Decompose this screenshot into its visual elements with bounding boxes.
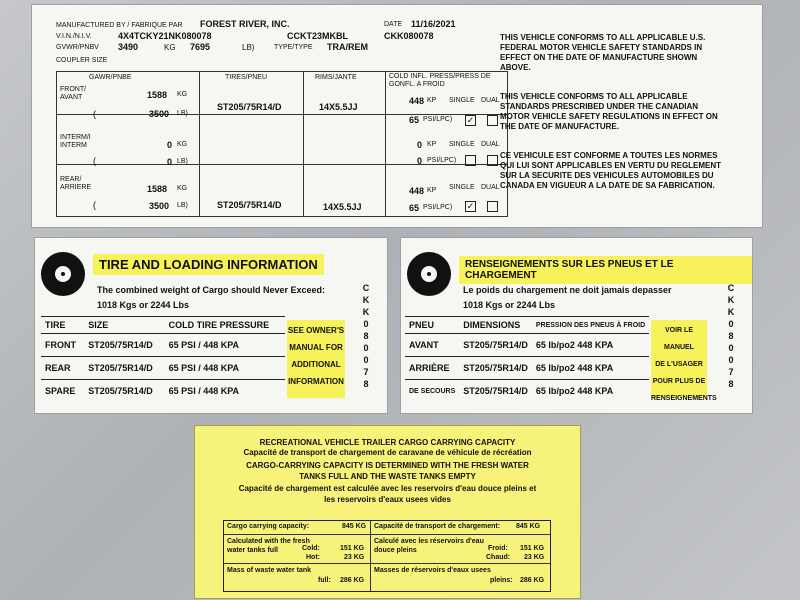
front-gawr-kg: 1588 [147,90,168,100]
pressure-header: COLD INFL. PRESS/PRESS DE GONFL. A FROID [389,73,491,88]
hot-label: Hot: [306,554,320,561]
cargo-limit-note-fr: Le poids du chargement ne doit jamais depasser [463,285,672,295]
axle-interm-label: INTERM/I INTERM [60,134,91,149]
vehicle-type: TRA/REM [327,42,368,52]
table-row: REAR ST205/75R14/D 65 PSI / 448 KPA [41,357,285,380]
cargo-limit-weight: 1018 Kgs or 2244 Lbs [97,300,190,310]
model-code: CCKT23MKBL [287,31,349,41]
interm-kpa: 0 [417,140,423,150]
psi-unit: PSI/LPC) [423,116,453,123]
vertical-serial-code: C K K 0 8 0 0 7 8 [727,283,735,389]
front-gawr-lb: 3500 [149,109,170,119]
pleins-value: 286 KG [520,577,545,584]
type-label: TYPE/TYPE [274,44,313,51]
chaud-label: Chaud: [486,554,511,561]
gawr-header: GAWR/PNBE [89,74,132,81]
cargo-capacity-label-fr: Capacité de transport de chargement: [374,523,501,530]
cargo-title-fr: Capacité de transport de chargement de caravane de véhicule de récréation [243,448,532,457]
front-kpa: 448 [409,96,425,106]
col-pression: PRESSION DES PNEUS À FROID [532,317,649,334]
manufacture-date: 11/16/2021 [411,19,456,29]
interm-gawr-lb: 0 [167,157,173,167]
front-dual-checkbox [484,112,498,130]
table-row: AVANT ST205/75R14/D 65 lb/po2 448 KPA [405,334,649,357]
froid-value: 151 KG [520,545,545,552]
fresh-water-note-en: Calculated with the fresh water tanks full [227,538,310,554]
rear-single-checkbox: ✓ [466,201,475,212]
gvwr-kg: 3490 [118,42,139,52]
interm-dual-checkbox [484,152,498,170]
rear-tire-size: ST205/75R14/D [217,200,282,210]
hot-value: 23 KG [344,554,365,561]
vertical-serial-code: C K K 0 8 0 0 7 8 [362,283,370,389]
rear-gawr-lb: 3500 [149,201,170,211]
table-row: DE SECOURS ST205/75R14/D 65 lb/po2 448 KPA [405,380,649,403]
tire-loading-label-french [401,238,752,413]
fresh-water-note-fr: Calculé avec les réservoirs d'eau douce pleins [374,538,484,554]
owners-manual-note-fr: VOIR LE MANUEL DE L'USAGER POUR PLUS DE RENSEIGNEMENTS [651,320,707,398]
single-label: SINGLE [449,184,475,191]
cargo-capacity-value-fr: 845 KG [516,523,541,530]
federal-certification-label [32,5,762,227]
table-row: SPARE ST205/75R14/D 65 PSI / 448 KPA [41,380,285,403]
cargo-capacity-label-en: Cargo carrying capacity: [227,523,310,530]
rear-kpa: 448 [409,186,425,196]
gvwr-label: GVWR/PNBV [56,44,99,51]
cargo-capacity-value-en: 845 KG [342,523,367,530]
rear-gawr-kg: 1588 [147,184,168,194]
pleins-label: pleins: [490,577,513,584]
axle-front-label: FRONT/ AVANT [60,86,87,101]
col-pneu: PNEU [405,317,459,334]
col-dimensions: DIMENSIONS [459,317,532,334]
tire-loading-label-english [35,238,387,413]
table-row: FRONT ST205/75R14/D 65 PSI / 448 KPA [41,334,285,357]
cold-label: Cold: [302,545,320,552]
kg-unit: KG [177,91,188,98]
col-pressure: COLD TIRE PRESSURE [165,317,285,334]
interm-psi: 0 [417,156,423,166]
waste-water-note-en: Mass of waste water tank [227,567,312,574]
owners-manual-note: SEE OWNER'S MANUAL FOR ADDITIONAL INFORMATION [287,320,345,398]
date-label: DATE [384,21,403,28]
gvwr-kg-unit: KG [164,43,176,52]
lb-unit: LB) [177,110,188,117]
dual-label: DUAL [481,141,500,148]
single-label: SINGLE [449,141,475,148]
kp-unit: KP [427,97,437,104]
manufactured-by-label: MANUFACTURED BY / FABRIQUE PAR [56,22,183,29]
front-single-checkbox: ✓ [466,115,475,126]
front-tire-size: ST205/75R14/D [217,102,282,112]
lb-unit: LB) [177,202,188,209]
rear-rim-size: 14X5.5JJ [323,202,362,212]
single-label: SINGLE [449,97,475,104]
vin: 4X4TCKY21NK080078 [118,31,212,41]
front-rim-size: 14X5.5JJ [319,102,358,112]
front-psi: 65 [409,115,420,125]
serial-number: CKK080078 [384,31,434,41]
gvwr-lb: 7695 [190,42,211,52]
froid-label: Froid: [488,545,508,552]
lb-unit: LB) [177,158,188,165]
tire-loading-title-fr: RENSEIGNEMENTS SUR LES PNEUS ET LE CHARGEMENT [459,256,752,284]
kp-unit: KP [427,141,437,148]
vin-label: V.I.N./N.I.V. [56,33,92,40]
table-row: ARRIÈRE ST205/75R14/D 65 lb/po2 448 KPA [405,357,649,380]
canada-french-statement: CE VEHICULE EST CONFORME A TOUTES LES NORMES QUI LUI SONT APPLICABLES EN VERTU DU REGLEMENT SUR LA SECURITE DES VEHICULES AUTOMOBILES DU CANADA EN VIGUEUR A LA DATE DE SA FABRICATION. [500,151,722,190]
waste-water-note-fr: Masses de réservoirs d'eaux usees [374,567,491,574]
cargo-title-en: RECREATIONAL VEHICLE TRAILER CARGO CARRYING CAPACITY [259,438,516,447]
cargo-capacity-table [223,520,551,592]
tire-pressure-table [41,316,285,402]
axle-ratings-table: GAWR/PNBE TIRES/PNEU RIMS/JANTE COLD INFL. PRESS/PRESS DE GONFL. A FROID FRONT/ AVANT 1588 KG ( 3500 LB) ST205/75R14/D 14X5.5JJ 448 KP SINGLE DUAL 65 PSI/LPC) ✓ INTERM/I INTERM 0 KG ( 0 LB) 0 KP SINGLE DUAL 0 PSI/LPC) REAR/ ARRIERE 1588 KG ( 3500 LB) ST205/75R14/D 14X5.5JJ 448 KP SINGLE DUAL 65 PSI/LPC) ✓ [56,71,508,217]
dual-label: DUAL [481,184,500,191]
coupler-size-label: COUPLER SIZE [56,57,108,64]
kg-unit: KG [177,185,188,192]
full-label: full: [318,577,331,584]
tire-pressure-table-fr [405,316,649,402]
col-tire: TIRE [41,317,84,334]
interm-single-checkbox [462,152,476,170]
manufacturer: FOREST RIVER, INC. [200,19,290,29]
kg-unit: KG [177,141,188,148]
tires-header: TIRES/PNEU [225,74,268,81]
tire-loading-title: TIRE AND LOADING INFORMATION [93,254,324,275]
tire-icon [41,252,85,296]
cold-value: 151 KG [340,545,365,552]
rear-dual-checkbox [484,198,498,216]
us-fmvss-statement: THIS VEHICLE CONFORMS TO ALL APPLICABLE U.S. FEDERAL MOTOR VEHICLE SAFETY STANDARDS IN EFFECT ON THE DATE OF MANUFACTURE SHOWN ABOVE. [500,33,706,72]
rear-psi: 65 [409,203,420,213]
cargo-rule-en: CARGO-CARRYING CAPACITY IS DETERMINED WITH THE FRESH WATER TANKS FULL AND THE WASTE TANKS EMPTY [246,461,529,481]
kp-unit: KP [427,187,437,194]
tire-icon [407,252,451,296]
gvwr-lb-unit: LB) [242,43,255,52]
cargo-rule-fr: Capacité de chargement est calculée avec les reservoirs d'eau douce pleins et les reservoirs d'eaux usees vides [238,484,537,504]
cargo-capacity-label [195,426,580,598]
col-size: SIZE [84,317,164,334]
axle-rear-label: REAR/ ARRIERE [60,176,92,191]
canada-mvsr-statement: THIS VEHICLE CONFORMS TO ALL APPLICABLE STANDARDS PRESCRIBED UNDER THE CANADIAN MOTOR VEHICLE SAFETY REGULATIONS IN EFFECT ON THE DATE OF MANUFACTURE. [500,92,718,131]
interm-gawr-kg: 0 [167,140,173,150]
chaud-value: 23 KG [524,554,545,561]
cargo-limit-note: The combined weight of Cargo should Never Exceed: [97,285,326,295]
dual-label: DUAL [481,97,500,104]
full-value: 286 KG [340,577,365,584]
rims-header: RIMS/JANTE [315,74,357,81]
cargo-limit-weight-fr: 1018 Kgs or 2244 Lbs [463,300,556,310]
